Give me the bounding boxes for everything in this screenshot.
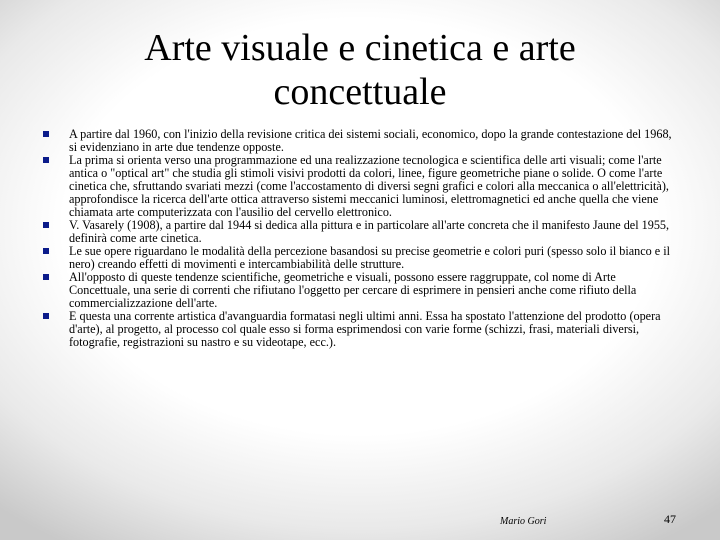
bullet-text: E questa una corrente artistica d'avanguardia formatasi negli ultimi anni. Essa ha spostato l'attenzione del prodotto (opera d'arte), al progetto, al processo col quale esso si forma esprimendosi con varie forme (schizzi, frasi, materiali diversi, fotografie, registrazioni su nastro e su videotape, ecc.). — [69, 309, 661, 349]
footer-author: Mario Gori — [500, 516, 547, 527]
slide-title: Arte visuale e cinetica e arte concettuale — [144, 27, 576, 113]
bullet-list — [40, 128, 675, 349]
square-bullet-icon — [43, 222, 49, 228]
bullet-item — [40, 128, 675, 154]
bullet-item — [40, 154, 675, 219]
page-number: 47 — [664, 512, 676, 526]
square-bullet-icon — [43, 313, 49, 319]
bullet-text: Le sue opere riguardano le modalità della percezione basandosi su precise geometrie e colori puri (spesso solo il bianco e il nero) creando effetti di movimenti e intercambiabilità delle strutture. — [69, 244, 671, 271]
bullet-text: A partire dal 1960, con l'inizio della revisione critica dei sistemi sociali, economico, dopo la grande contestazione del 1968, si evidenziano in arte due tendenze opposte. — [69, 127, 672, 154]
bullet-item — [40, 271, 675, 310]
bullet-item — [40, 245, 675, 271]
bullet-item — [40, 219, 675, 245]
bullet-item — [40, 310, 675, 349]
bullet-text: All'opposto di queste tendenze scientifiche, geometriche e visuali, possono essere raggruppate, col nome di Arte Concettuale, una serie di correnti che rifiutano l'oggetto per cercare di esprimere in pensieri anche come rifiuto della commercializzazione dell'arte. — [69, 270, 637, 310]
square-bullet-icon — [43, 248, 49, 254]
square-bullet-icon — [43, 131, 49, 137]
square-bullet-icon — [43, 157, 49, 163]
square-bullet-icon — [43, 274, 49, 280]
bullet-text: V. Vasarely (1908), a partire dal 1944 si dedica alla pittura e in particolare all'arte concreta che il manifesto Jaune del 1955, definirà come arte cinetica. — [69, 218, 670, 245]
bullet-text: La prima si orienta verso una programmazione ed una realizzazione tecnologica e scientifica delle arti visuali; come l'arte antica o "optical art" che studia gli stimoli visivi prodotti da colori, linee, figure geometriche piane o solide. O come l'arte cinetica che, sfruttando svariati mezzi (come l'accostamento di diversi segni grafici e colori alla meccanica o all'elettricità), approfondisce la ricerca dell'arte ottica attraverso sistemi meccanici luminosi, elettromagnetici ed anche quella che viene chiamata arte computerizzata con l'ausilio del cervello elettronico. — [69, 153, 669, 219]
